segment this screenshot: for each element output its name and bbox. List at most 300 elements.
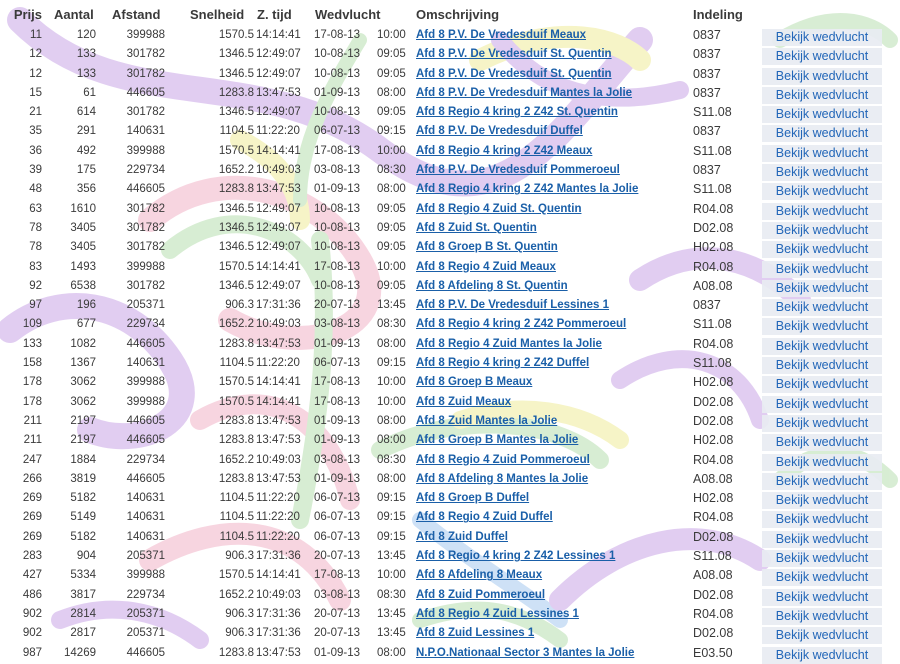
race-link[interactable]: Afd 8 P.V. De Vredesduif Meaux (416, 29, 587, 41)
header-z-tijd[interactable]: Z. tijd (257, 7, 292, 22)
cell-snelheid: 1346.5 (218, 279, 254, 292)
cell-prijs: 109 (22, 318, 42, 331)
view-race-button[interactable]: Bekijk wedvlucht (762, 627, 882, 644)
view-race-button[interactable]: Bekijk wedvlucht (762, 338, 882, 355)
cell-snelheid: 1104.5 (219, 492, 254, 505)
cell-z-tijd: 12:49:07 (256, 221, 301, 234)
race-link[interactable]: Afd 8 Regio 4 Zuid St. Quentin (416, 202, 582, 215)
view-race-button[interactable]: Bekijk wedvlucht (762, 511, 882, 528)
cell-indeling: 0837 (693, 28, 721, 42)
cell-prijs: 266 (22, 472, 42, 485)
cell-wedvlucht-tijd: 08:00 (377, 86, 406, 99)
cell-aantal: 3819 (70, 472, 96, 485)
header-omschrijving[interactable]: Omschrijving (416, 7, 500, 22)
cell-aantal: 2817 (70, 627, 96, 640)
cell-afstand: 399988 (126, 144, 165, 157)
cell-afstand: 301782 (126, 202, 165, 215)
cell-afstand: 229734 (126, 318, 165, 331)
header-aantal[interactable]: Aantal (54, 7, 94, 22)
cell-wedvlucht-tijd: 09:05 (377, 202, 406, 215)
view-race-button[interactable]: Bekijk wedvlucht (762, 647, 882, 664)
table-row (0, 278, 900, 297)
view-race-button[interactable]: Bekijk wedvlucht (762, 550, 882, 567)
cell-wedvlucht-tijd: 08:00 (377, 434, 406, 447)
view-race-button[interactable]: Bekijk wedvlucht (762, 434, 882, 451)
cell-aantal: 133 (76, 67, 96, 80)
cell-wedvlucht-tijd: 10:00 (377, 395, 406, 408)
cell-aantal: 175 (76, 164, 96, 177)
cell-afstand: 301782 (126, 67, 165, 80)
cell-indeling: R04.08 (693, 606, 734, 621)
cell-wedvlucht-datum: 17-08-13 (314, 569, 361, 582)
cell-z-tijd: 13:47:53 (256, 86, 301, 99)
table-row (0, 162, 900, 181)
cell-aantal: 133 (76, 48, 96, 61)
cell-afstand: 205371 (126, 299, 165, 312)
table-row (0, 66, 900, 85)
cell-prijs: 269 (22, 492, 42, 505)
cell-afstand: 446605 (126, 434, 165, 447)
cell-prijs: 427 (22, 569, 42, 582)
cell-prijs: 21 (29, 106, 42, 119)
header-wedvlucht[interactable]: Wedvlucht (315, 7, 381, 22)
cell-aantal: 14269 (64, 646, 96, 659)
cell-prijs: 211 (23, 434, 42, 447)
cell-prijs: 902 (22, 607, 42, 620)
cell-prijs: 269 (22, 530, 42, 543)
cell-afstand: 205371 (126, 607, 165, 620)
cell-aantal: 3062 (70, 395, 96, 408)
race-link[interactable]: Afd 8 P.V. De Vredesduif St. Quentin (416, 48, 612, 61)
cell-aantal: 2197 (70, 414, 96, 427)
cell-afstand: 301782 (126, 106, 165, 119)
cell-prijs: 12 (29, 67, 42, 80)
table-row (0, 509, 900, 528)
cell-prijs: 178 (22, 395, 42, 408)
cell-wedvlucht-datum: 01-09-13 (314, 183, 361, 196)
cell-wedvlucht-datum: 20-07-13 (314, 550, 361, 563)
table-row (0, 46, 900, 65)
cell-z-tijd: 14:14:41 (256, 144, 301, 157)
cell-z-tijd: 13:47:53 (256, 183, 301, 196)
cell-prijs: 247 (22, 453, 42, 466)
cell-wedvlucht-tijd: 09:05 (377, 48, 406, 61)
cell-wedvlucht-tijd: 10:00 (377, 144, 406, 157)
table-row (0, 567, 900, 586)
cell-wedvlucht-tijd: 09:15 (377, 511, 406, 524)
cell-wedvlucht-tijd: 08:00 (377, 183, 406, 196)
cell-z-tijd: 12:49:07 (256, 202, 301, 215)
cell-snelheid: 1570.5 (218, 376, 254, 389)
cell-z-tijd: 12:49:07 (256, 67, 301, 80)
cell-indeling: H02.08 (693, 433, 734, 448)
cell-wedvlucht-datum: 03-08-13 (314, 164, 361, 177)
cell-indeling: D02.08 (693, 394, 734, 409)
cell-wedvlucht-datum: 01-09-13 (314, 434, 361, 447)
table-header (0, 0, 900, 27)
cell-indeling: E03.50 (693, 645, 733, 660)
race-link[interactable]: Afd 8 Regio 4 Zuid Pommeroeul (416, 453, 590, 466)
cell-wedvlucht-tijd: 08:00 (377, 337, 406, 350)
cell-snelheid: 1346.5 (218, 241, 254, 254)
cell-aantal: 1493 (70, 260, 96, 273)
table-row (0, 452, 900, 471)
cell-z-tijd: 14:14:41 (256, 260, 301, 273)
table-body (0, 27, 900, 664)
table-row (0, 143, 900, 162)
cell-z-tijd: 13:47:53 (256, 472, 301, 485)
cell-wedvlucht-tijd: 10:00 (377, 29, 406, 41)
cell-afstand: 140631 (126, 530, 165, 543)
cell-afstand: 446605 (126, 337, 165, 350)
cell-prijs: 283 (22, 550, 42, 563)
cell-snelheid: 1104.5 (219, 125, 254, 138)
cell-prijs: 48 (29, 183, 42, 196)
cell-aantal: 1367 (70, 357, 96, 370)
race-link[interactable]: Afd 8 Regio 4 kring 2 Z42 Duffel (416, 357, 590, 370)
cell-prijs: 63 (29, 202, 42, 215)
table-row (0, 181, 900, 200)
cell-snelheid: 1283.8 (218, 337, 254, 350)
cell-afstand: 140631 (126, 511, 165, 524)
table-row (0, 355, 900, 374)
cell-indeling: D02.08 (693, 626, 734, 641)
cell-wedvlucht-datum: 01-09-13 (314, 646, 361, 659)
cell-wedvlucht-datum: 17-08-13 (314, 260, 361, 273)
view-race-button[interactable]: Bekijk wedvlucht (762, 376, 882, 393)
view-race-button[interactable]: Bekijk wedvlucht (762, 87, 882, 104)
view-race-button[interactable]: Bekijk wedvlucht (762, 241, 882, 258)
cell-prijs: 486 (22, 588, 42, 601)
race-link[interactable]: Afd 8 Afdeling 8 Mantes la Jolie (416, 472, 589, 485)
cell-z-tijd: 12:49:07 (256, 241, 301, 254)
race-link[interactable]: Afd 8 Groep B Duffel (416, 492, 530, 505)
view-race-button[interactable]: Bekijk wedvlucht (762, 473, 882, 490)
cell-afstand: 205371 (126, 550, 165, 563)
race-link[interactable]: Afd 8 P.V. De Vredesduif Pommeroeul (416, 164, 620, 177)
cell-wedvlucht-datum: 17-08-13 (314, 395, 361, 408)
cell-aantal: 3062 (70, 376, 96, 389)
cell-aantal: 3817 (70, 588, 96, 601)
table-row (0, 394, 900, 413)
cell-wedvlucht-datum: 17-08-13 (314, 29, 361, 41)
cell-wedvlucht-tijd: 09:15 (377, 357, 406, 370)
cell-indeling: H02.08 (693, 375, 734, 390)
cell-afstand: 399988 (126, 569, 165, 582)
cell-prijs: 11 (30, 29, 42, 41)
cell-indeling: S11.08 (693, 143, 732, 158)
cell-snelheid: 1346.5 (218, 202, 254, 215)
view-race-button[interactable]: Bekijk wedvlucht (762, 183, 882, 200)
cell-afstand: 446605 (126, 183, 165, 196)
view-race-button[interactable]: Bekijk wedvlucht (762, 589, 882, 606)
cell-wedvlucht-tijd: 13:45 (377, 607, 406, 620)
cell-aantal: 614 (76, 106, 96, 119)
cell-wedvlucht-tijd: 13:45 (377, 299, 406, 312)
view-race-button[interactable]: Bekijk wedvlucht (762, 299, 882, 316)
cell-snelheid: 1104.5 (219, 357, 254, 370)
cell-wedvlucht-tijd: 09:05 (377, 221, 406, 234)
table-row (0, 336, 900, 355)
cell-afstand: 140631 (126, 492, 165, 505)
cell-snelheid: 1346.5 (218, 48, 254, 61)
cell-z-tijd: 12:49:07 (256, 106, 301, 119)
view-race-button[interactable]: Bekijk wedvlucht (762, 203, 882, 220)
cell-aantal: 6538 (70, 279, 96, 292)
view-race-button[interactable]: Bekijk wedvlucht (762, 531, 882, 548)
cell-wedvlucht-tijd: 09:05 (377, 67, 406, 80)
cell-wedvlucht-datum: 10-08-13 (314, 202, 361, 215)
cell-wedvlucht-datum: 10-08-13 (314, 221, 361, 234)
view-race-button[interactable]: Bekijk wedvlucht (762, 106, 882, 123)
race-link[interactable]: Afd 8 Zuid Meaux (416, 395, 512, 408)
race-link[interactable]: Afd 8 Zuid Mantes la Jolie (416, 414, 558, 427)
cell-wedvlucht-datum: 20-07-13 (314, 627, 361, 640)
cell-aantal: 677 (76, 318, 96, 331)
cell-indeling: R04.08 (693, 452, 734, 467)
race-link[interactable]: Afd 8 Regio 4 Zuid Meaux (416, 260, 556, 273)
cell-aantal: 2197 (70, 434, 96, 447)
cell-indeling: D02.08 (693, 220, 734, 235)
cell-aantal: 1610 (70, 202, 96, 215)
cell-wedvlucht-tijd: 13:45 (377, 550, 406, 563)
cell-prijs: 83 (29, 260, 42, 273)
header-afstand[interactable]: Afstand (112, 7, 161, 22)
cell-wedvlucht-datum: 01-09-13 (314, 337, 361, 350)
cell-indeling: D02.08 (693, 587, 734, 602)
cell-aantal: 1082 (70, 337, 96, 350)
cell-wedvlucht-tijd: 08:00 (377, 414, 406, 427)
cell-prijs: 15 (29, 86, 42, 99)
table-row (0, 625, 900, 644)
view-race-button[interactable]: Bekijk wedvlucht (762, 415, 882, 432)
cell-snelheid: 1570.5 (218, 29, 254, 41)
cell-wedvlucht-datum: 01-09-13 (314, 414, 361, 427)
cell-prijs: 39 (29, 164, 42, 177)
view-race-button[interactable]: Bekijk wedvlucht (762, 569, 882, 586)
cell-afstand: 446605 (126, 414, 165, 427)
table-row (0, 587, 900, 606)
cell-afstand: 399988 (126, 260, 165, 273)
cell-prijs: 902 (22, 627, 42, 640)
header-indeling[interactable]: Indeling (693, 7, 743, 22)
view-race-button[interactable]: Bekijk wedvlucht (762, 396, 882, 413)
race-link[interactable]: Afd 8 Zuid St. Quentin (416, 221, 537, 234)
race-link[interactable]: N.P.O.Nationaal Sector 3 Mantes la Jolie (416, 646, 635, 659)
table-row (0, 27, 900, 46)
cell-indeling: A08.08 (693, 278, 733, 293)
cell-indeling: 0837 (693, 47, 721, 62)
table-row (0, 432, 900, 451)
cell-indeling: D02.08 (693, 413, 734, 428)
cell-snelheid: 906.3 (225, 550, 254, 563)
race-link[interactable]: Afd 8 P.V. De Vredesduif Mantes la Jolie (416, 86, 633, 99)
cell-wedvlucht-datum: 10-08-13 (314, 279, 361, 292)
cell-wedvlucht-datum: 01-09-13 (314, 472, 361, 485)
cell-afstand: 301782 (126, 221, 165, 234)
race-link[interactable]: Afd 8 Regio 4 Zuid Lessines 1 (416, 607, 579, 620)
cell-snelheid: 1570.5 (218, 144, 254, 157)
cell-z-tijd: 10:49:03 (256, 318, 301, 331)
race-link[interactable]: Afd 8 P.V. De Vredesduif Duffel (416, 125, 583, 138)
cell-indeling: A08.08 (693, 471, 733, 486)
race-link[interactable]: Afd 8 Groep B St. Quentin (416, 241, 558, 254)
cell-prijs: 133 (22, 337, 42, 350)
cell-snelheid: 1283.8 (218, 86, 254, 99)
cell-indeling: S11.08 (693, 105, 732, 120)
view-race-button[interactable]: Bekijk wedvlucht (762, 145, 882, 162)
race-link[interactable]: Afd 8 Regio 4 Zuid Mantes la Jolie (416, 337, 602, 350)
view-race-button[interactable]: Bekijk wedvlucht (762, 318, 882, 335)
view-race-button[interactable]: Bekijk wedvlucht (762, 357, 882, 374)
table-row (0, 239, 900, 258)
view-race-button[interactable]: Bekijk wedvlucht (762, 608, 882, 625)
race-link[interactable]: Afd 8 Regio 4 kring 2 Z42 Meaux (416, 144, 593, 157)
cell-wedvlucht-datum: 06-07-13 (314, 125, 361, 138)
cell-indeling: 0837 (693, 85, 721, 100)
cell-snelheid: 1346.5 (218, 106, 254, 119)
cell-indeling: S11.08 (693, 356, 732, 371)
cell-wedvlucht-tijd: 13:45 (377, 627, 406, 640)
cell-indeling: S11.08 (693, 549, 732, 564)
view-race-button[interactable]: Bekijk wedvlucht (762, 492, 882, 509)
cell-snelheid: 1283.8 (218, 414, 254, 427)
cell-wedvlucht-datum: 20-07-13 (314, 299, 361, 312)
cell-wedvlucht-tijd: 08:30 (377, 588, 406, 601)
cell-prijs: 97 (29, 299, 42, 312)
race-link[interactable]: Afd 8 Zuid Duffel (416, 530, 508, 543)
cell-wedvlucht-datum: 03-08-13 (314, 588, 361, 601)
cell-z-tijd: 13:47:53 (256, 337, 301, 350)
cell-snelheid: 1104.5 (219, 511, 254, 524)
cell-z-tijd: 11:22:20 (256, 492, 300, 505)
cell-afstand: 301782 (126, 241, 165, 254)
view-race-button[interactable]: Bekijk wedvlucht (762, 164, 882, 181)
race-link[interactable]: Afd 8 Zuid Lessines 1 (416, 627, 535, 640)
header-snelheid[interactable]: Snelheid (190, 7, 245, 22)
cell-prijs: 158 (22, 357, 42, 370)
cell-aantal: 5182 (70, 492, 96, 505)
cell-afstand: 399988 (126, 376, 165, 389)
cell-z-tijd: 10:49:03 (256, 453, 301, 466)
cell-indeling: H02.08 (693, 240, 734, 255)
cell-z-tijd: 11:22:20 (256, 357, 300, 370)
cell-prijs: 92 (29, 279, 42, 292)
cell-prijs: 12 (29, 48, 42, 61)
table-row (0, 529, 900, 548)
cell-wedvlucht-tijd: 09:05 (377, 106, 406, 119)
header-prijs[interactable]: Prijs (13, 7, 42, 22)
cell-z-tijd: 17:31:36 (256, 550, 301, 563)
view-race-button[interactable]: Bekijk wedvlucht (762, 68, 882, 85)
cell-afstand: 140631 (126, 357, 165, 370)
race-link[interactable]: Afd 8 Groep B Meaux (416, 376, 533, 389)
cell-wedvlucht-tijd: 08:30 (377, 453, 406, 466)
cell-snelheid: 1652.2 (218, 588, 254, 601)
cell-afstand: 229734 (126, 164, 165, 177)
cell-wedvlucht-datum: 10-08-13 (314, 48, 361, 61)
cell-wedvlucht-tijd: 10:00 (377, 569, 406, 582)
cell-z-tijd: 11:22:20 (256, 125, 300, 138)
cell-z-tijd: 14:14:41 (256, 29, 301, 41)
view-race-button[interactable]: Bekijk wedvlucht (762, 125, 882, 142)
cell-aantal: 5149 (70, 511, 96, 524)
cell-indeling: R04.08 (693, 336, 734, 351)
race-link[interactable]: Afd 8 Regio 4 Zuid Duffel (416, 511, 553, 524)
race-link[interactable]: Afd 8 Groep B Mantes la Jolie (416, 434, 579, 447)
cell-snelheid: 1283.8 (218, 646, 254, 659)
cell-wedvlucht-datum: 06-07-13 (314, 530, 361, 543)
view-race-button[interactable]: Bekijk wedvlucht (762, 29, 882, 46)
race-link[interactable]: Afd 8 Afdeling 8 Meaux (416, 569, 543, 582)
cell-indeling: A08.08 (693, 568, 733, 583)
cell-z-tijd: 10:49:03 (256, 164, 301, 177)
cell-prijs: 35 (29, 125, 42, 138)
cell-wedvlucht-tijd: 09:05 (377, 279, 406, 292)
cell-indeling: 0837 (693, 66, 721, 81)
view-race-button[interactable]: Bekijk wedvlucht (762, 222, 882, 239)
cell-z-tijd: 11:22:20 (256, 530, 300, 543)
cell-afstand: 205371 (126, 627, 165, 640)
cell-afstand: 446605 (126, 86, 165, 99)
cell-wedvlucht-datum: 06-07-13 (314, 511, 361, 524)
cell-wedvlucht-tijd: 09:15 (377, 530, 406, 543)
cell-snelheid: 1570.5 (218, 395, 254, 408)
cell-aantal: 3405 (70, 241, 96, 254)
cell-aantal: 492 (76, 144, 96, 157)
cell-indeling: D02.08 (693, 529, 734, 544)
cell-aantal: 61 (83, 86, 96, 99)
cell-wedvlucht-datum: 17-08-13 (314, 144, 361, 157)
cell-indeling: S11.08 (693, 317, 732, 332)
cell-prijs: 211 (23, 414, 42, 427)
cell-z-tijd: 13:47:53 (256, 414, 301, 427)
view-race-button[interactable]: Bekijk wedvlucht (762, 280, 882, 297)
cell-wedvlucht-tijd: 10:00 (377, 260, 406, 273)
cell-aantal: 904 (76, 550, 96, 563)
table-row (0, 123, 900, 142)
cell-aantal: 196 (76, 299, 96, 312)
cell-indeling: 0837 (693, 298, 721, 313)
cell-indeling: R04.08 (693, 510, 734, 525)
cell-aantal: 356 (76, 183, 96, 196)
race-link[interactable]: Afd 8 Regio 4 kring 2 Z42 Pommeroeul (416, 318, 627, 331)
cell-indeling: H02.08 (693, 491, 734, 506)
cell-prijs: 78 (29, 241, 42, 254)
cell-snelheid: 1570.5 (218, 260, 254, 273)
cell-snelheid: 1346.5 (218, 221, 254, 234)
table-row (0, 548, 900, 567)
cell-z-tijd: 13:47:53 (256, 646, 301, 659)
race-link[interactable]: Afd 8 Regio 4 kring 2 Z42 St. Quentin (416, 106, 618, 119)
race-link[interactable]: Afd 8 P.V. De Vredesduif St. Quentin (416, 67, 612, 80)
cell-wedvlucht-tijd: 08:30 (377, 318, 406, 331)
view-race-button[interactable]: Bekijk wedvlucht (762, 261, 882, 278)
race-link[interactable]: Afd 8 Zuid Pommeroeul (416, 588, 546, 601)
race-link[interactable]: Afd 8 Regio 4 kring 2 Z42 Mantes la Jolie (416, 183, 639, 196)
view-race-button[interactable]: Bekijk wedvlucht (762, 454, 882, 471)
cell-snelheid: 1652.2 (218, 164, 254, 177)
table-row (0, 374, 900, 393)
cell-z-tijd: 14:14:41 (256, 395, 301, 408)
table-row (0, 297, 900, 316)
race-link[interactable]: Afd 8 P.V. De Vredesduif Lessines 1 (416, 299, 610, 312)
cell-z-tijd: 13:47:53 (256, 434, 301, 447)
race-link[interactable]: Afd 8 Regio 4 kring 2 Z42 Lessines 1 (416, 550, 616, 563)
race-link[interactable]: Afd 8 Afdeling 8 St. Quentin (416, 279, 568, 292)
cell-wedvlucht-datum: 10-08-13 (314, 67, 361, 80)
view-race-button[interactable]: Bekijk wedvlucht (762, 48, 882, 65)
